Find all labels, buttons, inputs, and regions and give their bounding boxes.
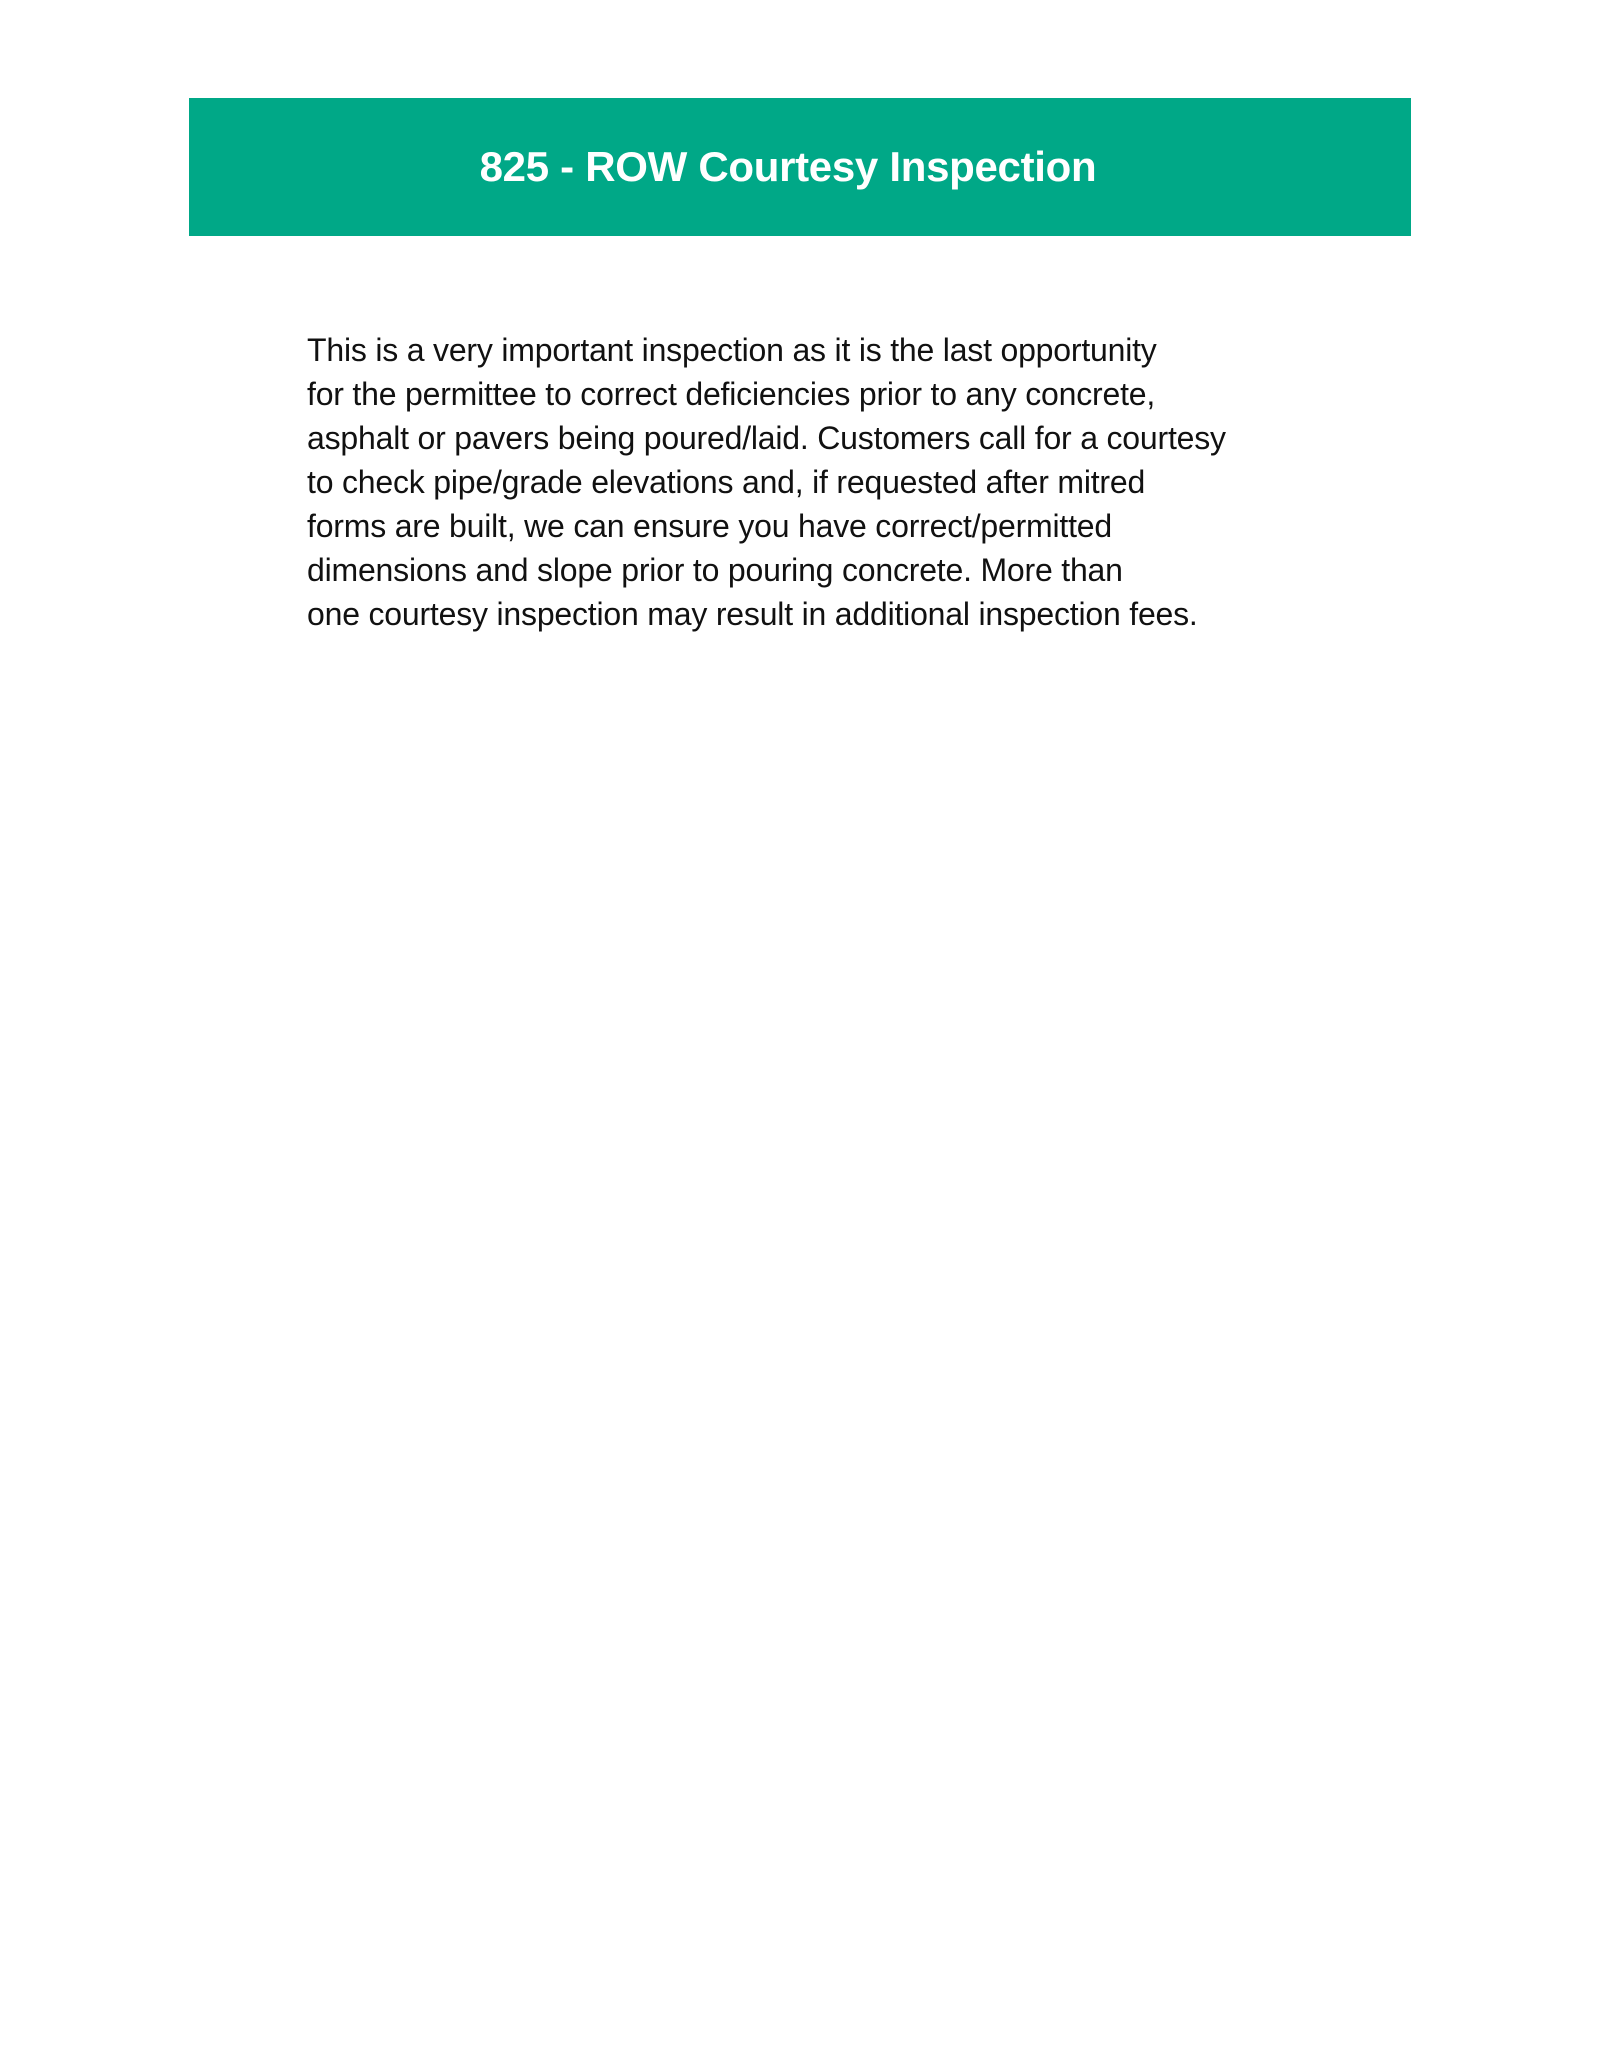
paragraph-line: This is a very important inspection as it is the last opportunity [307,332,1157,368]
paragraph-line: asphalt or pavers being poured/laid. Customers call for a courtesy [307,420,1226,456]
paragraph-line: dimensions and slope prior to pouring concrete. More than [307,552,1123,588]
paragraph-line: to check pipe/grade elevations and, if requested after mitred [307,464,1146,500]
page-title: 825 - ROW Courtesy Inspection [479,143,1097,190]
paragraph-line: forms are built, we can ensure you have correct/permitted [307,508,1112,544]
paragraph-line: one courtesy inspection may result in additional inspection fees. [307,596,1198,632]
title-banner [189,98,1411,236]
paragraph-line: for the permittee to correct deficiencies prior to any concrete, [307,376,1156,412]
description-paragraph [307,328,1347,636]
